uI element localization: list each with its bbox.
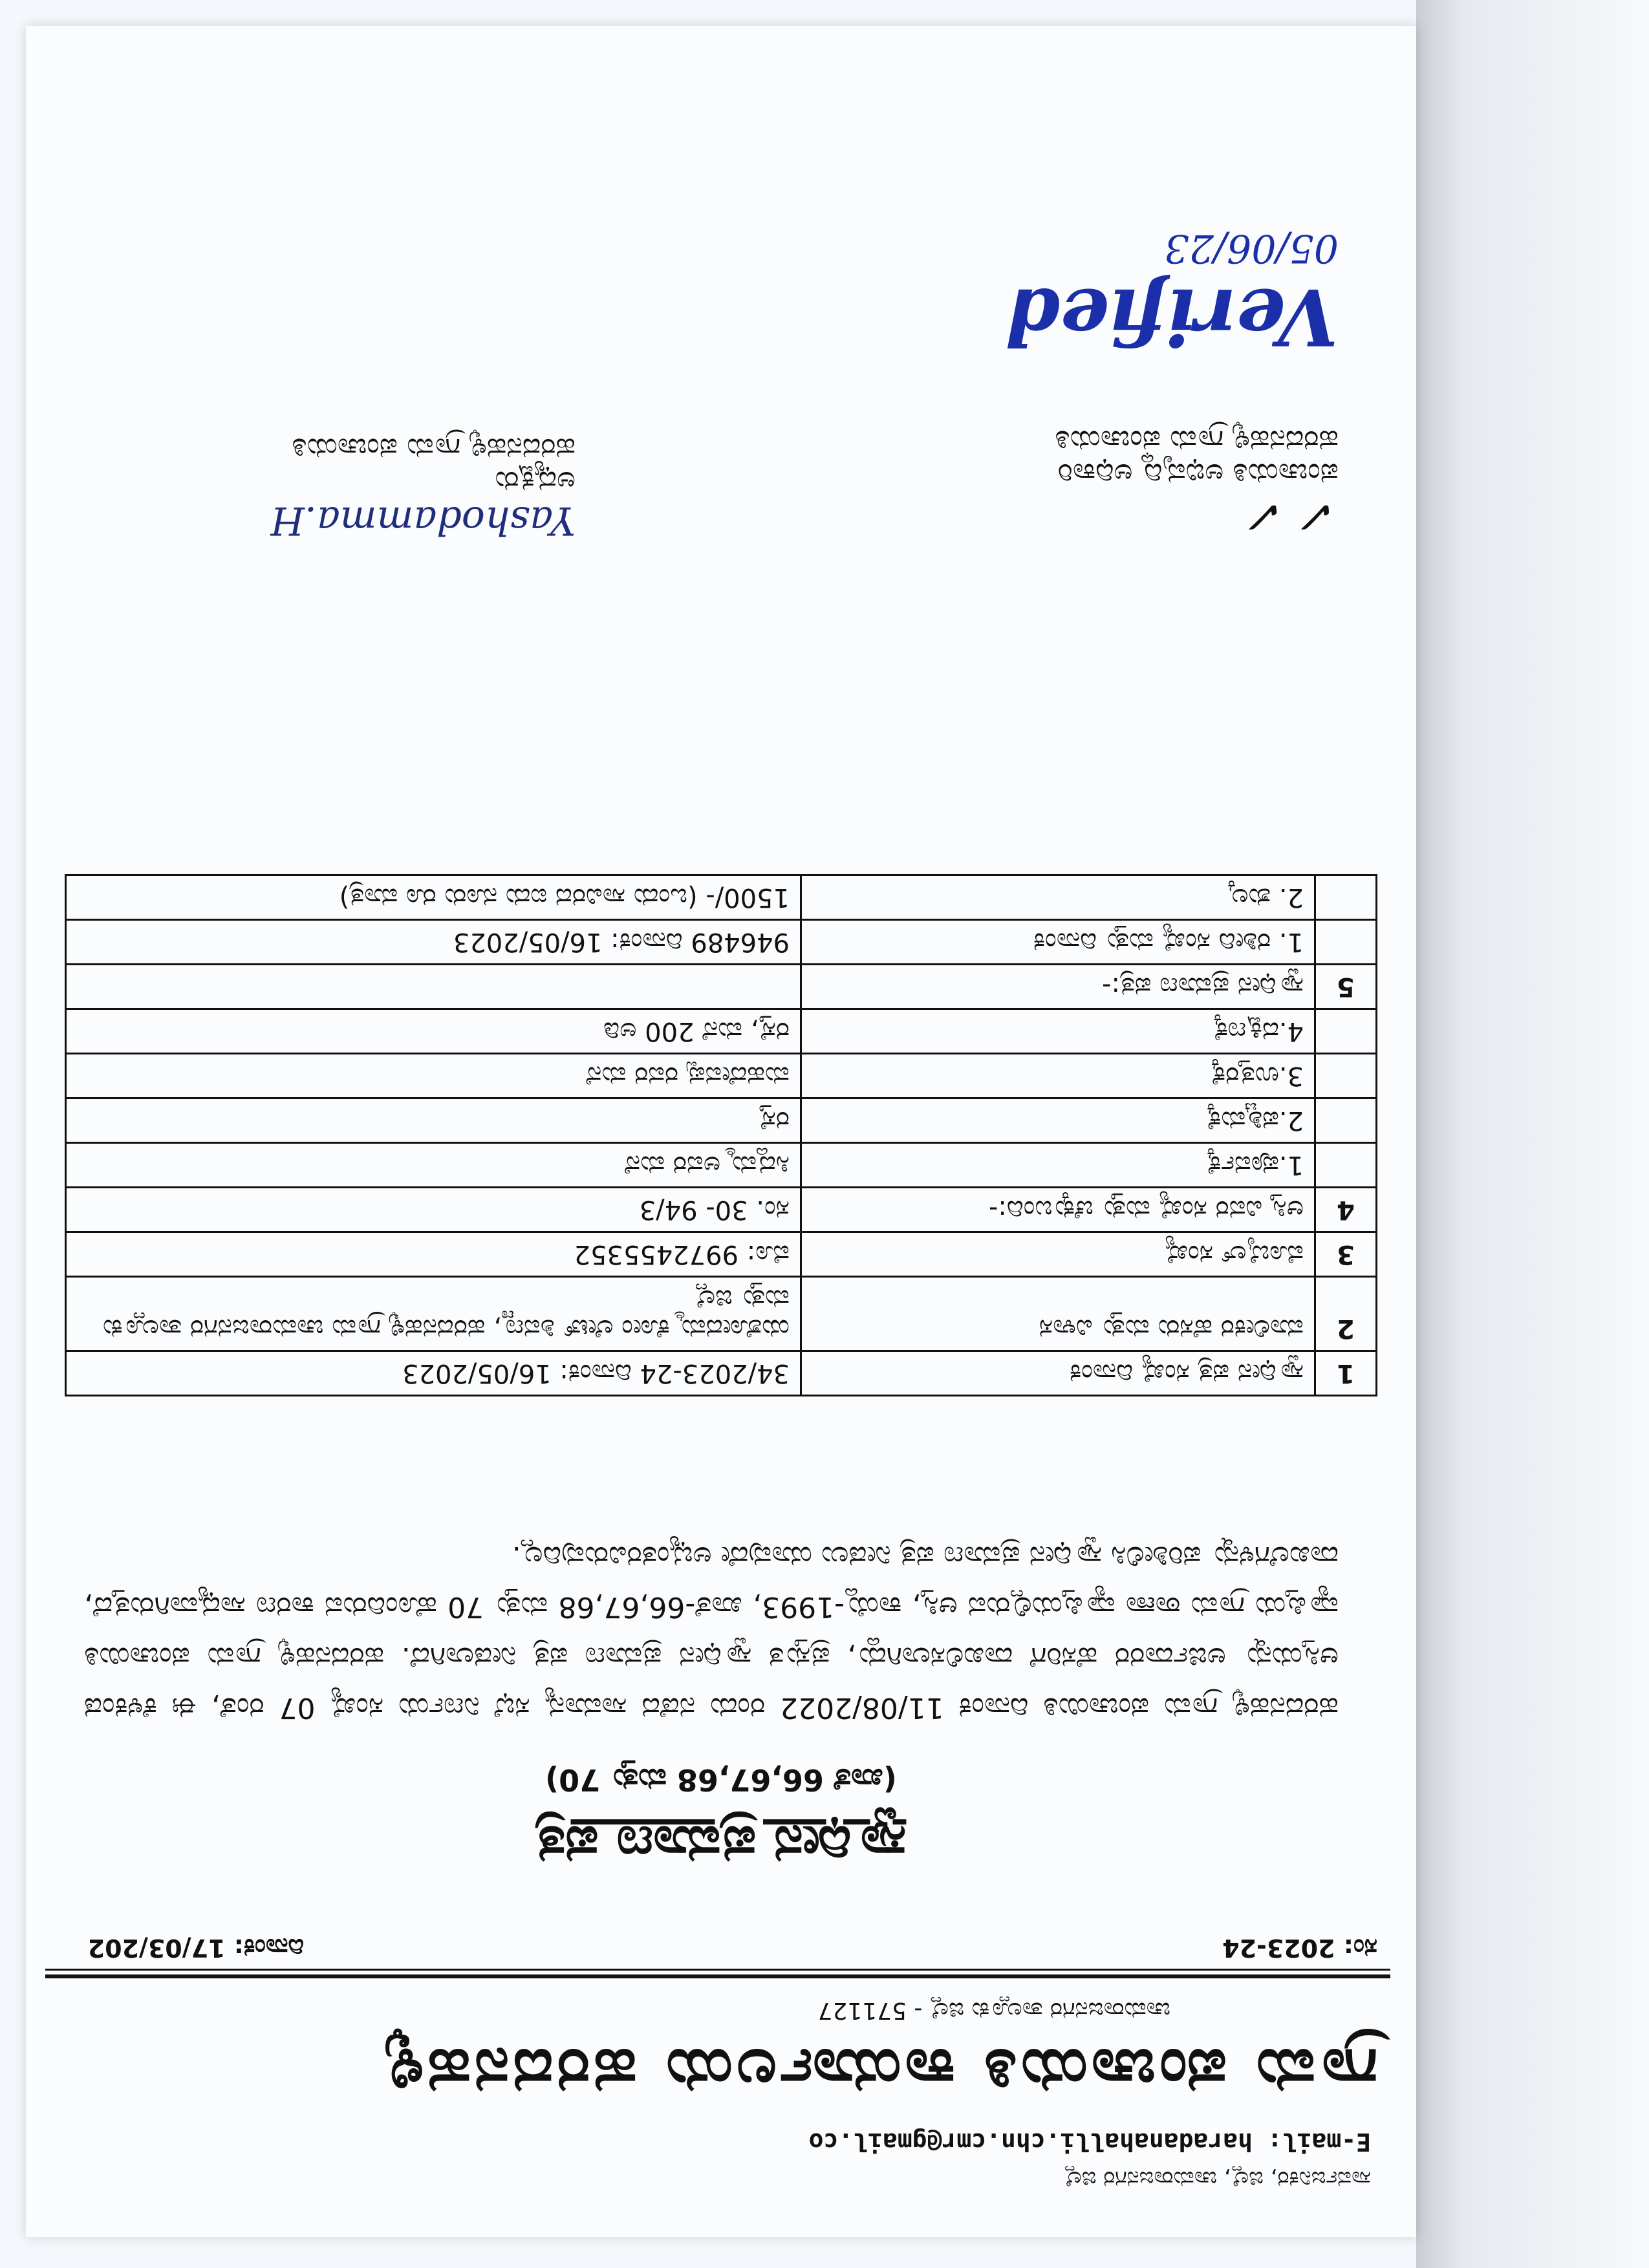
page-edge-shadow: [1416, 0, 1649, 2268]
table-cell-value: ಸಿದ್ದಮ್ಮ ಅವರ ಮನೆ: [66, 1143, 801, 1188]
verified-stamp-text: Verified: [1006, 271, 1339, 362]
table-cell-value: ಸಂ. 30- 94/3: [66, 1188, 801, 1232]
table-row: [66, 1009, 1377, 1054]
table-row: [66, 965, 1377, 1009]
table-cell-value: ಮೊ: 9972455352: [66, 1232, 801, 1277]
table-cell-value: ಮಹದೇವಪ್ಪ ರವರ ಮನೆ: [66, 1054, 801, 1098]
table-cell-value: ರಸ್ತೆ: [66, 1098, 801, 1143]
office-subtitle: ಚಾಮರಾಜನಗರ ತಾಲ್ಲೂಕು ಜಿಲ್ಲೆ - 571127: [817, 1997, 1170, 2024]
date-label: ದಿನಾಂಕ: 17/03/202: [87, 1934, 304, 1962]
table-row: [66, 1143, 1377, 1188]
table-cell-label: 4.ದಕ್ಷಿಣಕ್ಕೆ: [801, 1009, 1315, 1054]
table-cell-label: 1.ಪೂರ್ವಕ್ಕೆ: [801, 1143, 1315, 1188]
rotated-document: [26, 26, 1416, 2237]
header-top-line: ಸಾರ್ವಜನಿಕರ, ಜಿಲ್ಲೆ, ಚಾಮರಾಜನಗರ ಜಿಲ್ಲೆ: [1064, 2166, 1371, 2192]
office-title: ಗ್ರಾಮ ಪಂಚಾಯತಿ ಕಾರ್ಯಾಲಯ ಹರದನಹಳ್ಳಿ: [382, 2035, 1377, 2108]
table-cell-label: ಸ್ವಾಧೀನ ಪತ್ರ ಸಂಖ್ಯೆ ದಿನಾಂಕ: [801, 1351, 1315, 1396]
verified-stamp-date: 05/06/23: [1164, 226, 1339, 271]
table-cell-label: 2.ಪಶ್ಚಿಮಕ್ಕೆ: [801, 1098, 1315, 1143]
table-cell-num: [1315, 1009, 1377, 1054]
table-cell-value: ರಸ್ತೆ, ಮನೆ 200 ಅಡಿ: [66, 1009, 801, 1054]
table-cell-num: [1315, 1098, 1377, 1143]
verified-stamp: [757, 168, 1339, 362]
table-cell-label: 3.ಉತ್ತರಕ್ಕೆ: [801, 1054, 1315, 1098]
table-cell-value: 1500/- (ಒಂದು ಸಾವಿರದ ಐದು ನೂರು ರೂ ಮಾತ್ರ): [66, 875, 801, 920]
pdo-org: ಹರದನಹಳ್ಳಿ ಗ್ರಾಮ ಪಂಚಾಯತಿ: [1055, 424, 1339, 457]
certificate-subheading: (ಖಾತೆ 66,67,68 ಮತ್ತು 70): [545, 1762, 897, 1797]
table-cell-num: 2: [1315, 1277, 1377, 1351]
table-cell-num: 1: [1315, 1351, 1377, 1396]
president-org: ಹರದನಹಳ್ಳಿ ಗ್ರಾಮ ಪಂಚಾಯತಿ: [292, 432, 576, 465]
table-row: [66, 1277, 1377, 1351]
pdo-role: ಪಂಚಾಯತಿ ಅಭಿವೃದ್ಧಿ ಅಧಿಕಾರಿ: [1057, 457, 1339, 490]
table-cell-value: [66, 965, 801, 1009]
table-row: [66, 1054, 1377, 1098]
certificate-body: ಹರದನಹಳ್ಳಿ ಗ್ರಾಮ ಪಂಚಾಯಿತಿ ದಿನಾಂಕ 11/08/2022 ರಂದು ನಡೆದ ಸಾಮಾನ್ಯ ಸಭೆ ನಿರ್ಣಯ ಸಂಖ್ಯೆ 07 ರಂತೆ, ಈ ಕೆಳಕಂಡ ಆಸ್ತಿಯನ್ನು ಅರ್ಜಿದಾರರ ಹೆಸರಿಗೆ ದಾಖಲಿಸಲಾಗಿದ್ದು, ಪ್ರಸ್ತುತ ಸ್ವಾಧೀನ ಪ್ರಮಾಣ ಪತ್ರ ನೀಡಲಾಗಿದೆ. ಹರದನಹಳ್ಳಿ ಗ್ರಾಮ ಪಂಚಾಯಿತಿ ವ್ಯಾಪ್ತಿಯ ಗ್ರಾಮ ಠಾಣಾ ವ್ಯಾಪ್ತಿಯಲ್ಲಿರುವ ಆಸ್ತಿ, ಕಾಯ್ದೆ-1993, ಖಾತೆ-66,67,68 ಮತ್ತು 70 ಹೊಂದಿರುವ ಕಾರಣ ಸಾಧ್ಯವಾಗಿರುತ್ತದೆ, ದಾಖಲೆಗಳನ್ನು ಪರಿಶೀಲಿಸಿ ಸ್ವಾಧೀನ ಪ್ರಮಾಣ ಪತ್ರ ನೀಡಲು ಯಾವುದೇ ಅಭ್ಯಂತರವಿರುವುದಿಲ್ಲ.: [84, 1540, 1339, 1724]
table-row: [66, 1188, 1377, 1232]
table-cell-num: 3: [1315, 1232, 1377, 1277]
table-cell-num: [1315, 920, 1377, 965]
table-cell-label: ಮಾಲೀಕರ ಹೆಸರು ಮತ್ತು ವಿಳಾಸ: [801, 1277, 1315, 1351]
pdo-signature: ✓ ✓: [1248, 490, 1339, 543]
header-rule-thin: [45, 1969, 1390, 1971]
table-row: [66, 875, 1377, 920]
table-cell-label: ಸ್ವಾಧೀನ ಪ್ರಮಾಣ ಪತ್ರ:-: [801, 965, 1315, 1009]
president-role: ಅಧ್ಯಕ್ಷರು: [495, 465, 576, 498]
header-email: E-mail: haradanahalli.chn.cmr@gmail.co: [808, 2128, 1371, 2156]
president-signature-block: [271, 432, 576, 543]
table-cell-label: 2. ಶುಲ್ಕ: [801, 875, 1315, 920]
table-row: [66, 1351, 1377, 1396]
details-table: [65, 874, 1377, 1396]
table-cell-value: 34/2023-24 ದಿನಾಂಕ: 16/05/2023: [66, 1351, 801, 1396]
header-rule-thick: [45, 1974, 1390, 1978]
table-cell-label: 1. ರಶೀದಿ ಸಂಖ್ಯೆ ಮತ್ತು ದಿನಾಂಕ: [801, 920, 1315, 965]
year-label: ಸಂ: 2023-24: [1222, 1934, 1377, 1962]
table-cell-num: [1315, 875, 1377, 920]
certificate-heading: ಸ್ವಾಧೀನ ಪ್ರಮಾಣ ಪತ್ರ: [535, 1815, 907, 1875]
table-cell-label: ಆಸ್ತಿ ವಿವರ ಸಂಖ್ಯೆ ಮತ್ತು ಚೆಕ್ಕುಬಂದಿ:-: [801, 1188, 1315, 1232]
president-signature: Yashodamma.H: [270, 498, 576, 543]
table-cell-value: ಯಶೋದಮ್ಮ ಕೋಂ ಲೇಟ್ ಶಿವಣ್ಣ, ಹರದನಹಳ್ಳಿ ಗ್ರಾಮ ಚಾಮರಾಜನಗರ ತಾಲ್ಲೂಕು ಮತ್ತು ಜಿಲ್ಲೆ: [66, 1277, 801, 1351]
table-row: [66, 1232, 1377, 1277]
table-row: [66, 920, 1377, 965]
table-cell-num: [1315, 1054, 1377, 1098]
pdo-signature-block: [1055, 424, 1339, 543]
table-cell-num: [1315, 1143, 1377, 1188]
table-cell-value: 946489 ದಿನಾಂಕ: 16/05/2023: [66, 920, 801, 965]
table-cell-num: 5: [1315, 965, 1377, 1009]
table-row: [66, 1098, 1377, 1143]
table-cell-label: ಮೊಬೈಲ್ ಸಂಖ್ಯೆ: [801, 1232, 1315, 1277]
table-cell-num: 4: [1315, 1188, 1377, 1232]
